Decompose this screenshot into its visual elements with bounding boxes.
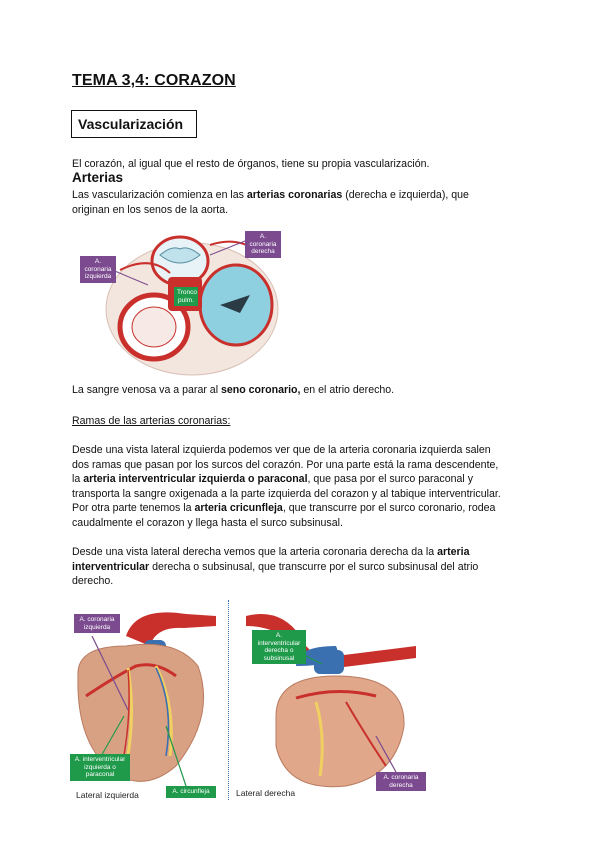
label-tronco: Tronco pulm. xyxy=(174,287,198,306)
arterias-heading: Arterias xyxy=(72,170,124,185)
label-right-interventricular: A. interventricular derecha o subsinusal xyxy=(252,630,306,664)
intro-text: El corazón, al igual que el resto de órganos, tiene su propia vascularización. xyxy=(72,158,430,170)
section-box-vascularizacion: Vascularización xyxy=(71,110,197,138)
paragraph-seno: La sangre venosa va a parar al seno coronario, en el atrio derecho. xyxy=(72,384,395,396)
heart-right-figure xyxy=(236,606,436,802)
heart-left-figure xyxy=(66,606,226,802)
caption-lateral-derecha: Lateral derecha xyxy=(236,788,296,798)
valves-figure xyxy=(80,225,290,377)
ramas-heading: Ramas de las arterias coronarias: xyxy=(72,415,231,427)
label-left-coronaria-izquierda: A. coronaria izquierda xyxy=(74,614,120,633)
label-left-circunfleja: A. circunfleja xyxy=(166,786,216,798)
paragraph-arterias: Las vascularización comienza en las arterias coronarias (derecha e izquierda), que originan en los senos de la aorta. xyxy=(72,189,469,216)
label-left-interventricular: A. interventricular izquierda o paraconal xyxy=(70,754,130,781)
label-coronaria-derecha: A. coronaria derecha xyxy=(245,231,281,258)
paragraph-derecha: Desde una vista lateral derecha vemos que la arteria coronaria derecha da la arteria interventricular derecha o subsinusal, que transcurre por el surco subsinusal del atrio derecho. xyxy=(72,546,479,587)
label-right-coronaria-derecha: A. coronaria derecha xyxy=(376,772,426,791)
figure-divider xyxy=(228,600,229,800)
label-coronaria-izquierda: A. coronaria izquierda xyxy=(80,256,116,283)
page-title: TEMA 3,4: CORAZON xyxy=(72,72,236,89)
caption-lateral-izquierda: Lateral izquierda xyxy=(76,790,139,800)
paragraph-ramas: Desde una vista lateral izquierda podemos ver que de la arteria coronaria izquierda salen dos ramas que pasan por los surcos del corazón. Por una parte está la rama descendente, la arteria interventricular izquierda o paraconal, que pasa por el surco paraconal y transporta la sangre oxigenada a la parte izquierda del corazon y al tabique interventricular. Por otra parte tenemos la arteria cricunfleja, que transcurre por el surco coronario, rodea caudalmente el corazon y llega hasta el surco subsinusal. xyxy=(72,444,501,529)
